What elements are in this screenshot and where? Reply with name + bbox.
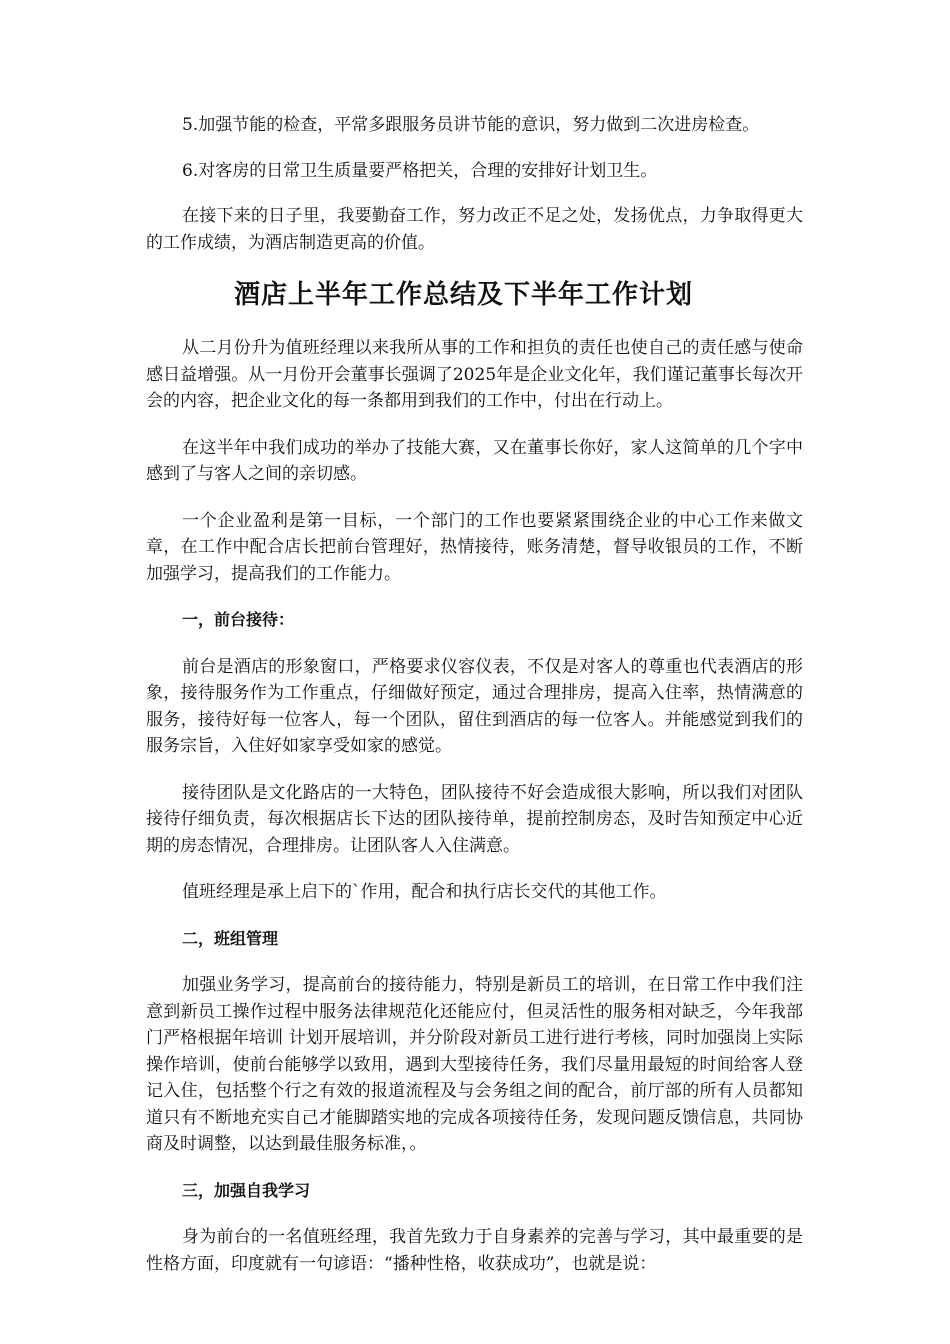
paragraph-skills-contest: 在这半年中我们成功的举办了技能大赛，又在董事长你好，家人这简单的几个字中感到了与客人之间的亲切感。 (146, 437, 803, 484)
paragraph-hygiene: 6.对客房的日常卫生质量要严格把关，合理的安排好计划卫生。 (182, 160, 658, 181)
paragraph-promotion: 从二月份升为值班经理以来我所从事的工作和担负的责任也使自己的责任感与使命感日益增强。从一月份开会董事长强调了2025年是企业文化年，我们谨记董事长每次开会的内容，把企业文化的每一条都用到我们的工作中，付出在行动上。 (146, 338, 803, 411)
paragraph-energy-check: 5.加强节能的检查，平常多跟服务员讲节能的意识，努力做到二次进房检查。 (182, 115, 760, 135)
paragraph-future-work: 在接下来的日子里，我要勤奋工作，努力改正不足之处，发扬优点，力争取得更大的工作成绩，为酒店制造更高的价值。 (146, 206, 803, 253)
paragraph-group-reception: 接待团队是文化路店的一大特色，团队接待不好会造成很大影响，所以我们对团队接待仔细负责，每次根据店长下达的团队接待单，提前控制房态，及时告知预定中心近期的房态情况，合理排房。让团队客人入住满意。 (146, 782, 803, 856)
paragraph-front-desk-image: 前台是酒店的形象窗口，严格要求仪容仪表，不仅是对客人的尊重也代表酒店的形象，接待服务作为工作重点，仔细做好预定，通过合理排房，提高入住率，热情满意的服务，接待好每一位客人，每一个团队，留住到酒店的每一位客人。并能感觉到我们的服务宗旨，入住好如家享受如家的感觉。 (146, 656, 803, 756)
paragraph-self-cultivation: 身为前台的一名值班经理，我首先致力于自身素养的完善与学习，其中最重要的是性格方面，印度就有一句谚语：“播种性格，收获成功”，也就是说： (146, 1227, 803, 1274)
section-heading-front-desk: 一，前台接待： (182, 610, 295, 629)
section-heading-self-learning: 三，加强自我学习 (182, 1180, 311, 1200)
document-page (146, 112, 803, 1297)
paragraph-training: 加强业务学习，提高前台的接待能力，特别是新员工的培训，在日常工作中我们注意到新员工操作过程中服务法律规范化还能应付，但灵活性的服务相对缺乏，今年我部门严格根据年培训 计划开展培训，并分阶段对新员工进行进行考核，同时加强岗上实际操作培训，使前台能够学以致用，遇到大型接待任务，我们尽量用最短的时间给客人登记入住，包括整个行之有效的报道流程及与会务组之间的配合，前厅部的所有人员都知道只有不断地充实自己才能脚踏实地的完成各项接待任务，发现问题反馈信息，共同协商及时调整，以达到最佳服务标准，。 (146, 975, 803, 1154)
document-title: 酒店上半年工作总结及下半年工作计划 (233, 280, 693, 310)
section-heading-team-management: 二，班组管理 (182, 928, 279, 948)
paragraph-duty-manager: 值班经理是承上启下的`作用，配合和执行店长交代的其他工作。 (182, 882, 667, 902)
paragraph-profit-goal: 一个企业盈利是第一目标，一个部门的工作也要紧紧围绕企业的中心工作来做文章，在工作中配合店长把前台管理好，热情接待，账务清楚，督导收银员的工作，不断加强学习，提高我们的工作能力。 (146, 510, 803, 584)
